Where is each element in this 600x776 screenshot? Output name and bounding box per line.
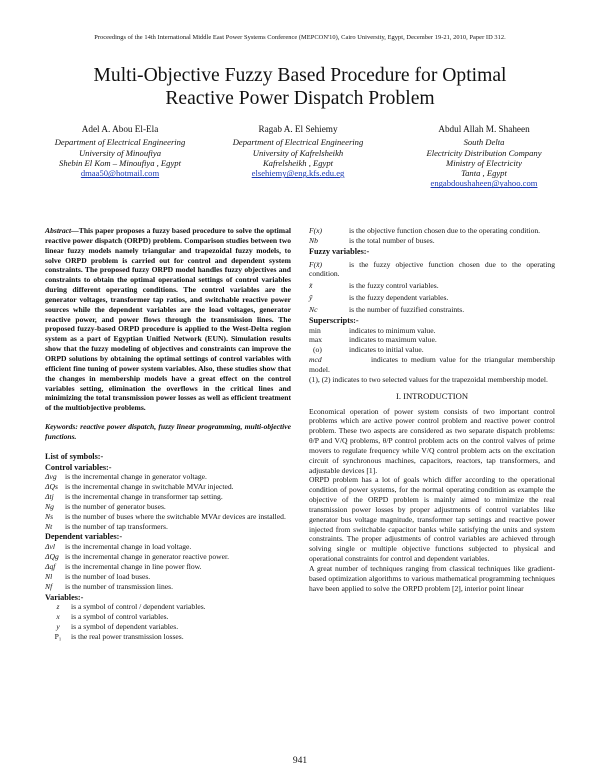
symbol-description: is the fuzzy objective function chosen due to the operating condition. xyxy=(309,259,555,279)
symbol-row xyxy=(45,522,291,532)
symbol-row xyxy=(309,326,555,336)
author-location: Tanta , Egypt xyxy=(461,168,507,179)
intro-paragraph: ORPD problem has a lot of goals which differ according to the operational condition of power systems, for the normal operating condition as example the objective of the ORPD problem is mainly aimed to minimize the real transmission power losses by proper adjustments of control variables like generator bus voltage magnitude, transformer tap settings and reactive power injected from switchable capacitor banks while satisfying the units and system constraints. The proper adjustments of control variables are achieved through solving single or multiple objective functions subjected to physical and operational constraints for control and dependent variables. xyxy=(309,475,555,564)
symbol-description: is the fuzzy control variables. xyxy=(349,281,439,291)
title-line-1: Multi-Objective Fuzzy Based Procedure for Optimal xyxy=(93,65,507,86)
author-block-1 xyxy=(30,124,210,178)
symbol-description: is the total number of buses. xyxy=(349,235,435,245)
paper-title xyxy=(40,64,560,110)
symbol-row-wrapped xyxy=(309,355,555,375)
author-block-3 xyxy=(394,124,574,189)
keywords-text: reactive power dispatch, fuzzy linear programming, multi-objective functions. xyxy=(45,422,291,441)
symbol: z xyxy=(56,602,60,612)
symbol: Nb xyxy=(309,235,318,245)
author-ministry: Ministry of Electricity xyxy=(446,157,522,168)
dependent-variables-heading: Dependent variables:- xyxy=(45,532,123,542)
symbol: Nf xyxy=(45,581,53,591)
intro-paragraph: A great number of techniques ranging from classical techniques like gradient-based optimization algorithms to various mathematical programming techniques have been applied to solve the ORPD problem [2], interior point linear xyxy=(309,564,555,593)
author-location: Kafrelsheikh , Egypt xyxy=(262,157,334,168)
symbol-row xyxy=(45,572,291,582)
symbol: F(x̃) xyxy=(309,259,323,269)
symbol-description: is the fuzzy dependent variables. xyxy=(349,293,449,303)
symbol: max xyxy=(309,335,323,345)
symbol-row xyxy=(45,622,291,632)
symbol-row xyxy=(45,612,291,622)
symbol: Ns xyxy=(45,511,54,521)
symbol-row xyxy=(45,482,291,492)
right-column xyxy=(309,226,555,594)
abstract-label: Abstract— xyxy=(45,226,79,235)
symbol-description: is the incremental change in generator reactive power. xyxy=(65,552,230,562)
symbol-description: is the incremental change in generator voltage. xyxy=(65,472,207,482)
symbol-row xyxy=(309,345,555,355)
symbol-description: is the incremental change in switchable MVAr injected. xyxy=(65,482,234,492)
symbol-row xyxy=(309,305,555,315)
author-email-link[interactable]: elsehiemy@eng.kfs.edu.eg xyxy=(251,168,345,179)
abstract xyxy=(45,226,291,413)
symbol-description: is a symbol of dependent variables. xyxy=(71,622,179,632)
symbol-description: is the number of generator buses. xyxy=(65,501,166,511)
symbol: ΔQs xyxy=(45,482,58,492)
author-name: Ragab A. El Sehiemy xyxy=(258,124,338,134)
title-line-2: Reactive Power Dispatch Problem xyxy=(165,88,435,109)
keywords-label: Keywords: xyxy=(45,422,78,432)
symbol-row xyxy=(45,502,291,512)
symbol: ΔQg xyxy=(45,552,59,562)
symbol-row xyxy=(45,562,291,572)
symbol: Δvg xyxy=(45,472,57,482)
author-name: Abdul Allah M. Shaheen xyxy=(438,124,530,134)
symbol-row xyxy=(45,602,291,612)
author-name: Adel A. Abou El-Ela xyxy=(81,124,159,134)
symbol-description: is the number of transmission lines. xyxy=(65,581,173,591)
trapezoidal-note: (1), (2) indicates to two selected values for the trapezoidal membership model. xyxy=(309,374,548,384)
symbol: Nl xyxy=(45,571,53,581)
symbol: x̃ xyxy=(309,281,313,291)
symbol-description: is the number of load buses. xyxy=(65,571,151,581)
left-column xyxy=(45,226,291,642)
symbol-description: is the incremental change in load voltage. xyxy=(65,542,192,552)
introduction-heading: I. INTRODUCTION xyxy=(395,390,469,401)
author-affiliation: University of Kafrelsheikh xyxy=(252,147,344,158)
symbol-row xyxy=(309,236,555,246)
symbol-description: is the incremental change in transformer tap setting. xyxy=(65,492,223,502)
author-department: Department of Electrical Engineering xyxy=(232,137,364,148)
symbol-row-wrapped xyxy=(45,512,291,522)
symbol: Δvl xyxy=(45,542,55,552)
symbol-row xyxy=(45,582,291,592)
symbol-description: indicates to minimum value. xyxy=(349,325,436,335)
symbol: x xyxy=(56,612,60,622)
symbol: min xyxy=(309,325,321,335)
symbol-description: is the objective function chosen due to the operating condition. xyxy=(349,226,541,235)
symbols-heading: List of symbols:- xyxy=(45,451,104,461)
symbol: y xyxy=(56,622,60,632)
superscripts-heading: Superscripts:- xyxy=(309,315,359,325)
author-affiliation: University of Minoufiya xyxy=(78,147,162,158)
symbol-row xyxy=(309,293,555,303)
symbol: Ng xyxy=(45,501,54,511)
symbol-description: is the incremental change in line power flow. xyxy=(65,562,202,571)
symbol: Δtj xyxy=(45,492,54,502)
author-block-2 xyxy=(208,124,388,178)
symbol: Δqf xyxy=(45,562,56,571)
author-department: Department of Electrical Engineering xyxy=(54,137,186,148)
symbol: Nt xyxy=(45,521,53,531)
symbol: P₁ xyxy=(54,631,62,641)
symbol: mcd xyxy=(309,355,322,365)
symbol-description: is the real power transmission losses. xyxy=(71,631,184,641)
symbol-description: is a symbol of control / dependent variables. xyxy=(71,602,206,612)
symbol-row xyxy=(45,632,291,642)
symbol-description: is the number of tap transformers. xyxy=(65,521,168,531)
symbol: Nc xyxy=(309,304,318,314)
conference-header: Proceedings of the 14th International Middle East Power Systems Conference (MEPCON'10), Cairo University, Egypt, December 19-21, 2010, Paper ID 312. xyxy=(94,34,506,41)
author-location: Shebin El Kom – Minoufiya , Egypt xyxy=(59,157,181,168)
author-company: South Delta xyxy=(463,137,505,148)
author-affiliation: Electricity Distribution Company xyxy=(426,147,542,158)
page-number: 941 xyxy=(292,756,308,766)
symbol-description: indicates to initial value. xyxy=(349,345,424,355)
abstract-text: This paper proposes a fuzzy based procedure to solve the optimal reactive power dispatch (ORPD) problem. Comparison studies between two linear fuzzy models namely triangular and trapezoidal fuzzy models, to solve ORPD problem is carried out for control and dependent system constraints. The proposed fuzzy ORPD model handles fuzzy objectives and constraints to obtain the optimal operational settings of control variables during different operating conditions. The control variables are the generator voltages, transformer tap ratios, and switchable reactive power sources while the dependent variables are the load voltages, generator reactive power, and power flows through the transmission lines. The proposed fuzzy-based ORPD procedure is applied to the West-Delta region system as a part of Egyptian Unified Network (EUN). Simulation results show that the fuzzy modeling of objectives and constraints can improve the ORPD solutions by obtaining the optimal settings of control variables with efficient fine tuning of power system variables. Also, these studies show that the changes in membership models have a great effect on the control variables setting, elimination the overflows in the critical lines and minimizing the total transmission power losses as well as efficient treatment of the multiobjective problems. xyxy=(45,226,291,413)
symbol-row xyxy=(45,552,291,562)
symbol-row xyxy=(45,542,291,552)
symbol-description: is a symbol of control variables. xyxy=(71,612,169,622)
control-variables-heading: Control variables:- xyxy=(45,462,112,472)
symbol-row xyxy=(45,492,291,502)
symbol-row-wrapped xyxy=(309,226,555,236)
author-email-link[interactable]: engabdoushaheen@yahoo.com xyxy=(430,178,538,189)
symbol-description: is the number of fuzzified constraints. xyxy=(349,304,465,314)
symbol-row xyxy=(45,472,291,482)
symbol: F(x) xyxy=(309,226,323,235)
intro-paragraph: Economical operation of power system consists of two important control problems which are active power control problem and reactive power control problem. These two aspects are considered as two separate dispatch problems: θ/P and V/Q problems, θ/P control problem acts on the control valves of prime movers to regulate frequency while V/Q control problem acts on the excitation circuit of synchronous machines, capacitors, reactors, tap transformers, and adjustable devices [1]. xyxy=(309,406,555,475)
symbol: ỹ xyxy=(309,293,313,303)
fuzzy-variables-heading: Fuzzy variables:- xyxy=(309,246,370,256)
author-email-link[interactable]: dmaa50@hotmail.com xyxy=(80,168,160,179)
symbol: (o) xyxy=(313,345,322,355)
symbol-description: is the number of buses where the switchable MVAr devices are installed. xyxy=(65,511,286,521)
symbol-row xyxy=(309,281,555,291)
variables-heading: Variables:- xyxy=(45,592,84,602)
symbol-description: indicates to maximum value. xyxy=(349,335,437,345)
keywords xyxy=(45,422,291,442)
symbol-row xyxy=(309,335,555,345)
symbol-description: indicates to medium value for the triangular membership model. xyxy=(309,355,555,374)
symbol-row-wrapped xyxy=(309,260,555,280)
